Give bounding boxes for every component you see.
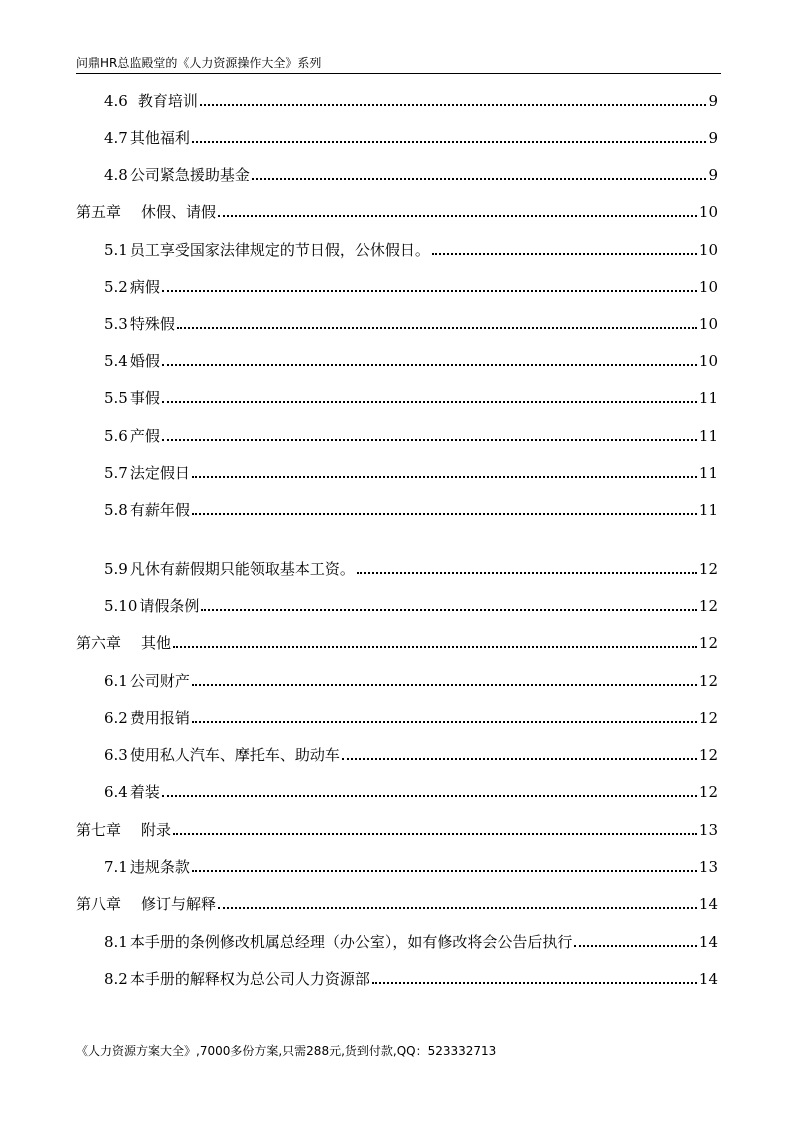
toc-leader-dots xyxy=(218,214,697,217)
toc-entry-title: 产假 xyxy=(129,427,160,445)
toc-leader-dots xyxy=(162,289,697,292)
toc-entry-title: 法定假日 xyxy=(129,464,190,482)
toc-entry-8-2[interactable] xyxy=(104,967,718,989)
toc-entry-5-3[interactable] xyxy=(104,312,718,334)
toc-leader-dots xyxy=(357,571,697,574)
toc-entry-number: 4.6 xyxy=(104,92,128,110)
toc-leader-dots xyxy=(201,608,696,611)
toc-chapter-6[interactable] xyxy=(76,631,718,653)
toc-entry-title: 其他福利 xyxy=(129,129,190,147)
toc-entry-title: 事假 xyxy=(129,389,160,407)
toc-leader-dots xyxy=(192,140,706,143)
toc-entry-page: 10 xyxy=(698,315,718,333)
toc-entry-5-6[interactable] xyxy=(104,424,718,446)
header-title: 问鼎HR总监殿堂的《人力资源操作大全》系列 xyxy=(76,56,322,70)
toc-chapter-title: 其他 xyxy=(141,634,172,652)
toc-entry-page: 11 xyxy=(698,389,718,407)
toc-entry-page: 10 xyxy=(698,241,718,259)
toc-entry-5-2[interactable] xyxy=(104,275,718,297)
toc-entry-number: 6.3 xyxy=(104,746,128,764)
toc-leader-dots xyxy=(173,645,697,648)
toc-entry-page: 14 xyxy=(698,895,718,913)
toc-entry-5-8[interactable] xyxy=(104,498,718,520)
toc-entry-number: 5.4 xyxy=(104,352,128,370)
toc-chapter-8[interactable] xyxy=(76,892,718,914)
toc-leader-dots xyxy=(162,794,697,797)
toc-entry-page: 12 xyxy=(698,709,718,727)
toc-entry-page: 13 xyxy=(698,858,718,876)
toc-entry-8-1[interactable] xyxy=(104,930,718,952)
toc-entry-title: 违规条款 xyxy=(129,858,190,876)
toc-entry-7-1[interactable] xyxy=(104,855,718,877)
toc-chapter-number: 第七章 xyxy=(76,821,122,839)
footer-text: 《人力资源方案大全》,7000多份方案,只需288元,货到付款,QQ：523332713 xyxy=(76,1044,497,1058)
toc-entry-title: 教育培训 xyxy=(137,92,198,110)
toc-entry-6-3[interactable] xyxy=(104,743,718,765)
toc-entry-title: 病假 xyxy=(129,278,160,296)
toc-entry-6-1[interactable] xyxy=(104,669,718,691)
toc-entry-4-8[interactable] xyxy=(104,163,718,185)
toc-entry-5-7[interactable] xyxy=(104,461,718,483)
toc-entry-4-7[interactable] xyxy=(104,126,718,148)
toc-entry-number: 5.8 xyxy=(104,501,128,519)
toc-entry-page: 9 xyxy=(708,166,718,184)
toc-entry-number: 4.8 xyxy=(104,166,128,184)
toc-entry-title: 特殊假 xyxy=(129,315,175,333)
toc-entry-title: 公司财产 xyxy=(129,672,190,690)
toc-chapter-7[interactable] xyxy=(76,818,718,840)
toc-entry-5-5[interactable] xyxy=(104,386,718,408)
toc-entry-page: 12 xyxy=(698,672,718,690)
toc-leader-dots xyxy=(432,252,697,255)
toc-entry-title: 婚假 xyxy=(129,352,160,370)
toc-entry-page: 12 xyxy=(698,560,718,578)
toc-entry-page: 12 xyxy=(698,634,718,652)
toc-entry-number: 5.5 xyxy=(104,389,128,407)
toc-entry-number: 5.3 xyxy=(104,315,128,333)
toc-leader-dots xyxy=(192,869,697,872)
toc-entry-number: 5.10 xyxy=(104,597,138,615)
toc-entry-number: 4.7 xyxy=(104,129,128,147)
toc-entry-page: 11 xyxy=(698,501,718,519)
toc-entry-number: 6.2 xyxy=(104,709,128,727)
page-footer xyxy=(76,1043,496,1059)
toc-entry-page: 10 xyxy=(698,352,718,370)
toc-entry-number: 5.6 xyxy=(104,427,128,445)
toc-entry-title: 本手册的条例修改机属总经理（办公室），如有修改将会公告后执行 xyxy=(129,933,573,951)
toc-chapter-5[interactable] xyxy=(76,200,718,222)
toc-entry-page: 14 xyxy=(698,933,718,951)
toc-entry-title: 员工享受国家法律规定的节日假，公休假日。 xyxy=(129,241,430,259)
toc-entry-page: 12 xyxy=(698,597,718,615)
toc-entry-5-9[interactable] xyxy=(104,557,718,579)
toc-entry-page: 9 xyxy=(708,129,718,147)
toc-entry-page: 14 xyxy=(698,970,718,988)
toc-leader-dots xyxy=(192,720,697,723)
toc-entry-number: 5.7 xyxy=(104,464,128,482)
toc-chapter-title: 修订与解释 xyxy=(141,895,217,913)
toc-entry-4-6[interactable] xyxy=(104,89,718,111)
toc-entry-page: 13 xyxy=(698,821,718,839)
toc-leader-dots xyxy=(192,683,697,686)
toc-entry-title: 有薪年假 xyxy=(129,501,190,519)
toc-chapter-number: 第八章 xyxy=(76,895,122,913)
toc-leader-dots xyxy=(574,944,697,947)
toc-entry-6-4[interactable] xyxy=(104,780,718,802)
toc-leader-dots xyxy=(162,363,697,366)
toc-entry-page: 9 xyxy=(708,92,718,110)
toc-entry-5-10[interactable] xyxy=(104,594,718,616)
toc-leader-dots xyxy=(177,326,697,329)
toc-entry-page: 12 xyxy=(698,746,718,764)
toc-chapter-number: 第六章 xyxy=(76,634,122,652)
toc-leader-dots xyxy=(218,906,697,909)
toc-leader-dots xyxy=(200,103,706,106)
toc-entry-6-2[interactable] xyxy=(104,706,718,728)
toc-chapter-title: 休假、请假 xyxy=(141,203,217,221)
toc-entry-number: 6.4 xyxy=(104,783,128,801)
toc-entry-number: 5.1 xyxy=(104,241,128,259)
toc-entry-number: 5.9 xyxy=(104,560,128,578)
toc-entry-number: 6.1 xyxy=(104,672,128,690)
toc-entry-5-1[interactable] xyxy=(104,238,718,260)
toc-leader-dots xyxy=(192,512,697,515)
toc-entry-page: 11 xyxy=(698,427,718,445)
toc-leader-dots xyxy=(162,438,697,441)
toc-leader-dots xyxy=(162,400,697,403)
toc-leader-dots xyxy=(173,832,697,835)
toc-entry-number: 7.1 xyxy=(104,858,128,876)
toc-entry-title: 使用私人汽车、摩托车、助动车 xyxy=(129,746,340,764)
toc-entry-title: 费用报销 xyxy=(129,709,190,727)
toc-entry-5-4[interactable] xyxy=(104,349,718,371)
toc-chapter-number: 第五章 xyxy=(76,203,122,221)
toc-entry-title: 公司紧急援助基金 xyxy=(129,166,250,184)
toc-leader-dots xyxy=(342,757,697,760)
toc-entry-page: 10 xyxy=(698,278,718,296)
toc-entry-number: 8.2 xyxy=(104,970,128,988)
toc-entry-page: 12 xyxy=(698,783,718,801)
toc-chapter-title: 附录 xyxy=(141,821,172,839)
toc-entry-number: 8.1 xyxy=(104,933,128,951)
toc-entry-title: 请假条例 xyxy=(139,597,200,615)
toc-entry-title: 着装 xyxy=(129,783,160,801)
toc-entry-number: 5.2 xyxy=(104,278,128,296)
toc-leader-dots xyxy=(252,177,706,180)
toc-entry-title: 本手册的解释权为总公司人力资源部 xyxy=(129,970,370,988)
toc-entry-page: 11 xyxy=(698,464,718,482)
toc-leader-dots xyxy=(192,475,697,478)
toc-leader-dots xyxy=(372,981,697,984)
toc-entry-page: 10 xyxy=(698,203,718,221)
toc-entry-title: 凡休有薪假期只能领取基本工资。 xyxy=(129,560,355,578)
